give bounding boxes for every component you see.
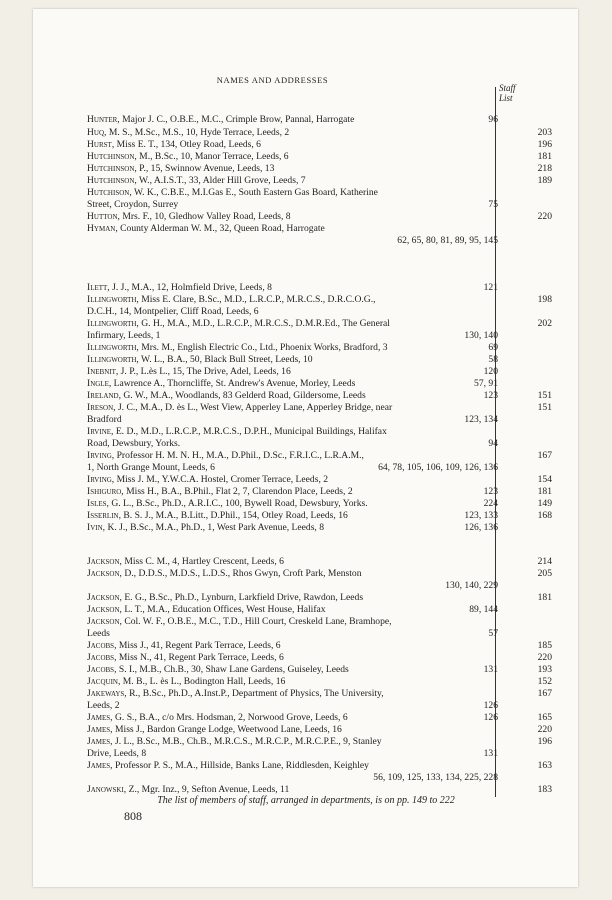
entry-page-refs: 56, 109, 125, 133, 134, 225, 228 bbox=[373, 772, 498, 783]
entry-details: J. L., B.Sc., M.B., Ch.B., M.R.C.S., M.R.C.P., M.R.C.P.E., 9, Stanley bbox=[112, 736, 382, 747]
directory-entry bbox=[87, 486, 552, 498]
entry-surname: Hutchinson, bbox=[87, 151, 137, 162]
entry-surname: Isserlin, bbox=[87, 510, 121, 521]
entry-line bbox=[87, 211, 498, 223]
entry-staff-list-page: 198 bbox=[537, 294, 552, 305]
entry-page-refs: 130, 140, 229 bbox=[445, 580, 498, 591]
directory-entry bbox=[87, 294, 552, 318]
entry-surname: Ilett, bbox=[87, 282, 110, 293]
entry-details: G. H., M.A., M.D., L.R.C.P., M.R.C.S., D.M.R.Ed., The General bbox=[138, 318, 390, 329]
entry-surname: James, bbox=[87, 712, 113, 723]
entry-details: Lawrence A., Thorncliffe, St. Andrew's Avenue, Morley, Leeds bbox=[111, 378, 356, 389]
entry-line bbox=[87, 235, 498, 247]
entry-line bbox=[87, 354, 498, 366]
entry-details: Street, Croydon, Surrey bbox=[87, 199, 179, 210]
entry-surname: Hutton, bbox=[87, 211, 120, 222]
entry-line bbox=[87, 652, 498, 664]
entry-line bbox=[87, 510, 498, 522]
directory-entry bbox=[87, 640, 552, 652]
entry-line bbox=[87, 616, 498, 628]
entry-staff-list-page: 220 bbox=[537, 652, 552, 663]
staff-header-line-2: List bbox=[499, 93, 513, 103]
directory-entry bbox=[87, 450, 552, 474]
entry-surname: Hutchinson, bbox=[87, 163, 137, 174]
entry-details: W., A.I.S.T., 33, Alder Hill Grove, Leeds, 7 bbox=[136, 175, 306, 186]
entry-surname: Irving, bbox=[87, 474, 115, 485]
entry-details: G. W., M.A., Woodlands, 83 Gelderd Road, Gildersome, Leeds bbox=[120, 390, 366, 401]
directory-entry bbox=[87, 402, 552, 426]
entry-staff-list-page: 189 bbox=[537, 175, 552, 186]
directory-entry bbox=[87, 187, 527, 211]
entry-page-refs: 120 bbox=[483, 366, 498, 377]
entry-line bbox=[87, 628, 498, 640]
entry-line bbox=[87, 498, 498, 510]
entry-surname: Jacobs, bbox=[87, 652, 117, 663]
entry-line bbox=[87, 163, 498, 175]
entry-details: W. K., C.B.E., M.I.Gas E., South Eastern Gas Board, Katherine bbox=[131, 187, 378, 198]
entry-line bbox=[87, 330, 498, 342]
entry-line bbox=[87, 640, 498, 652]
directory-entry bbox=[87, 318, 552, 342]
entry-details: M., B.Sc., 10, Manor Terrace, Leeds, 6 bbox=[136, 151, 289, 162]
entry-line bbox=[87, 426, 498, 438]
entry-details: R., B.Sc., Ph.D., A.Inst.P., Department of Physics, The University, bbox=[126, 688, 384, 699]
directory-entry bbox=[87, 664, 552, 676]
footnote: The list of members of staff, arranged in departments, is on pp. 149 to 222 bbox=[157, 795, 455, 806]
entry-staff-list-page: 152 bbox=[537, 676, 552, 687]
entry-line bbox=[87, 592, 498, 604]
entry-details: Professor H. M. N. H., M.A., D.Phil., D.Sc., F.R.I.C., L.R.A.M., bbox=[114, 450, 364, 461]
entry-line bbox=[87, 223, 498, 235]
entry-line bbox=[87, 127, 498, 139]
entry-surname: Illingworth, bbox=[87, 318, 139, 329]
entry-surname: James, bbox=[87, 724, 113, 735]
entry-line bbox=[87, 522, 498, 534]
entry-surname: Janowski, bbox=[87, 784, 127, 795]
entry-staff-list-page: 183 bbox=[537, 784, 552, 795]
page-number: 808 bbox=[124, 809, 142, 823]
entry-surname: Jacobs, bbox=[87, 640, 117, 651]
entry-details: M. S., M.Sc., M.S., 10, Hyde Terrace, Leeds, 2 bbox=[106, 127, 290, 138]
entry-staff-list-page: 167 bbox=[537, 450, 552, 461]
entry-details: Mrs. M., English Electric Co., Ltd., Phoenix Works, Bradford, 3 bbox=[138, 342, 388, 353]
entry-staff-list-page: 168 bbox=[537, 510, 552, 521]
entry-details: Col. W. F., O.B.E., M.C., T.D., Hill Court, Creskeld Lane, Bramhope, bbox=[121, 616, 392, 627]
directory-entry bbox=[87, 604, 527, 616]
entry-staff-list-page: 205 bbox=[537, 568, 552, 579]
entry-surname: Hurst, bbox=[87, 139, 115, 150]
entry-line bbox=[87, 568, 498, 580]
entry-surname: Inebnit, bbox=[87, 366, 119, 377]
entry-line bbox=[87, 664, 498, 676]
entry-line bbox=[87, 462, 498, 474]
entry-line bbox=[87, 199, 498, 211]
entry-details: Miss E. T., 134, Otley Road, Leeds, 6 bbox=[114, 139, 261, 150]
entry-details: Bradford bbox=[87, 414, 122, 425]
entry-staff-list-page: 196 bbox=[537, 736, 552, 747]
entry-details: G. L., B.Sc., Ph.D., A.R.I.C., 100, Bywell Road, Dewsbury, Yorks. bbox=[108, 498, 368, 509]
entry-page-refs: 130, 140 bbox=[464, 330, 498, 341]
entry-details: D.C.H., 14, Montpelier, Cliff Road, Leeds, 6 bbox=[87, 306, 259, 317]
entry-staff-list-page: 214 bbox=[537, 556, 552, 567]
entry-details: Major J. C., O.B.E., M.C., Crimple Brow, Pannal, Harrogate bbox=[119, 114, 355, 125]
entry-line bbox=[87, 736, 498, 748]
entry-staff-list-page: 165 bbox=[537, 712, 552, 723]
entry-staff-list-page: 193 bbox=[537, 664, 552, 675]
directory-entry bbox=[87, 736, 552, 760]
directory-entry bbox=[87, 724, 552, 736]
entry-details: 1, North Grange Mount, Leeds, 6 bbox=[87, 462, 215, 473]
entry-page-refs: 126 bbox=[483, 700, 498, 711]
entry-line bbox=[87, 772, 498, 784]
entry-page-refs: 131 bbox=[483, 748, 498, 759]
entry-surname: Jackson, bbox=[87, 592, 122, 603]
entry-line bbox=[87, 760, 498, 772]
entry-details: E. G., B.Sc., Ph.D., Lynburn, Larkfield Drive, Rawdon, Leeds bbox=[121, 592, 364, 603]
directory-entry bbox=[87, 676, 552, 688]
entry-surname: Illingworth, bbox=[87, 342, 139, 353]
entry-staff-list-page: 167 bbox=[537, 688, 552, 699]
entry-surname: Jakeways, bbox=[87, 688, 127, 699]
entry-page-refs: 69 bbox=[488, 342, 498, 353]
entry-surname: James, bbox=[87, 736, 113, 747]
entry-page-refs: 123, 134 bbox=[464, 414, 498, 425]
entry-line bbox=[87, 390, 498, 402]
entry-details: Leeds, 2 bbox=[87, 700, 120, 711]
entry-staff-list-page: 154 bbox=[537, 474, 552, 485]
entry-details: County Alderman W. M., 32, Queen Road, Harrogate bbox=[117, 223, 325, 234]
entry-line bbox=[87, 139, 498, 151]
directory-entry bbox=[87, 175, 552, 187]
entry-staff-list-page: 202 bbox=[537, 318, 552, 329]
entry-surname: Jackson, bbox=[87, 556, 122, 567]
entry-surname: Hyman, bbox=[87, 223, 118, 234]
entry-details: Professor P. S., M.A., Hillside, Banks Lane, Riddlesden, Keighley bbox=[112, 760, 369, 771]
entry-details: D., D.D.S., M.D.S., L.D.S., Rhos Gwyn, Croft Park, Menston bbox=[121, 568, 362, 579]
directory-entry bbox=[87, 211, 552, 223]
directory-entry bbox=[87, 223, 527, 247]
entry-page-refs: 57 bbox=[488, 628, 498, 639]
entry-details: Leeds bbox=[87, 628, 110, 639]
entry-surname: James, bbox=[87, 760, 113, 771]
entry-details: Miss E. Clare, B.Sc., M.D., L.R.C.P., M.R.C.S., D.R.C.O.G., bbox=[138, 294, 376, 305]
entry-staff-list-page: 220 bbox=[537, 724, 552, 735]
entry-surname: Illingworth, bbox=[87, 354, 139, 365]
entry-surname: Hutchinson, bbox=[87, 175, 137, 186]
entry-page-refs: 123, 133 bbox=[464, 510, 498, 521]
entry-surname: Jackson, bbox=[87, 568, 122, 579]
entry-surname: Irvine, bbox=[87, 426, 114, 437]
entry-line bbox=[87, 342, 498, 354]
entry-details: J. J., M.A., 12, Holmfield Drive, Leeds, 8 bbox=[109, 282, 272, 293]
entry-details: Z., Mgr. Inz., 9, Sefton Avenue, Leeds, 11 bbox=[126, 784, 290, 795]
entry-page-refs: 57, 91 bbox=[474, 378, 498, 389]
entry-staff-list-page: 151 bbox=[537, 402, 552, 413]
entry-staff-list-page: 185 bbox=[537, 640, 552, 651]
staff-list-column-header bbox=[499, 83, 516, 103]
directory-entry bbox=[87, 712, 552, 724]
entry-line bbox=[87, 748, 498, 760]
entry-page-refs: 126 bbox=[483, 712, 498, 723]
directory-entry bbox=[87, 354, 527, 366]
entry-line bbox=[87, 414, 498, 426]
entry-details: M. B., L. ès L., Bodington Hall, Leeds, 16 bbox=[120, 676, 286, 687]
entry-line bbox=[87, 486, 498, 498]
entry-surname: Hunter, bbox=[87, 114, 120, 125]
entry-surname: Ishiguro, bbox=[87, 486, 124, 497]
entry-details: B. S. J., M.A., B.Litt., D.Phil., 154, Otley Road, Leeds, 16 bbox=[121, 510, 348, 521]
directory-entry bbox=[87, 474, 552, 486]
directory-entry bbox=[87, 498, 552, 510]
entry-line bbox=[87, 676, 498, 688]
entry-line bbox=[87, 187, 498, 199]
entry-line bbox=[87, 580, 498, 592]
directory-entry bbox=[87, 378, 527, 390]
entry-details: J. C., M.A., D. ès L., West View, Apperley Lane, Apperley Bridge, near bbox=[115, 402, 393, 413]
entry-details: W. L., B.A., 50, Black Bull Street, Leeds, 10 bbox=[138, 354, 313, 365]
entry-surname: Isles, bbox=[87, 498, 109, 509]
directory-entry bbox=[87, 114, 527, 126]
entry-details: Infirmary, Leeds, 1 bbox=[87, 330, 161, 341]
entry-details: Miss J., 41, Regent Park Terrace, Leeds, 6 bbox=[116, 640, 281, 651]
entry-page-refs: 62, 65, 80, 81, 89, 95, 145 bbox=[397, 235, 498, 246]
page-heading: NAMES AND ADDRESSES bbox=[216, 75, 329, 85]
directory-entry bbox=[87, 282, 527, 294]
entry-staff-list-page: 149 bbox=[537, 498, 552, 509]
directory-entry bbox=[87, 760, 552, 784]
entry-line bbox=[87, 724, 498, 736]
entry-surname: Jackson, bbox=[87, 604, 122, 615]
entry-line bbox=[87, 604, 498, 616]
directory-entry bbox=[87, 510, 552, 522]
entry-page-refs: 75 bbox=[488, 199, 498, 210]
entry-details: Road, Dewsbury, Yorks. bbox=[87, 438, 181, 449]
directory-entry bbox=[87, 568, 552, 592]
entry-page-refs: 89, 144 bbox=[469, 604, 498, 615]
entry-page-refs: 131 bbox=[483, 664, 498, 675]
entry-line bbox=[87, 474, 498, 486]
directory-entry bbox=[87, 342, 527, 354]
entry-staff-list-page: 196 bbox=[537, 139, 552, 150]
entry-surname: Jackson, bbox=[87, 616, 122, 627]
entry-page-refs: 123 bbox=[483, 390, 498, 401]
entry-page-refs: 94 bbox=[488, 438, 498, 449]
directory-entry bbox=[87, 592, 552, 604]
entry-line bbox=[87, 450, 498, 462]
entry-page-refs: 96 bbox=[488, 114, 498, 125]
entry-line bbox=[87, 114, 498, 126]
entry-surname: Ireland, bbox=[87, 390, 121, 401]
directory-entry bbox=[87, 522, 527, 534]
entry-details: E. D., M.D., L.R.C.P., M.R.C.S., D.P.H., Municipal Buildings, Halifax bbox=[113, 426, 387, 437]
entry-surname: Hutchison, bbox=[87, 187, 132, 198]
entry-surname: Huq, bbox=[87, 127, 107, 138]
entry-page-refs: 58 bbox=[488, 354, 498, 365]
directory-entry bbox=[87, 426, 527, 450]
entry-details: Miss N., 41, Regent Park Terrace, Leeds, 6 bbox=[116, 652, 284, 663]
entry-page-refs: 224 bbox=[483, 498, 498, 509]
entry-line bbox=[87, 151, 498, 163]
entry-line bbox=[87, 688, 498, 700]
directory-entry bbox=[87, 556, 552, 568]
entry-staff-list-page: 181 bbox=[537, 592, 552, 603]
entry-details: Miss J. M., Y.W.C.A. Hostel, Cromer Terrace, Leeds, 2 bbox=[114, 474, 329, 485]
entry-details: G. S., B.A., c/o Mrs. Hodsman, 2, Norwood Grove, Leeds, 6 bbox=[112, 712, 348, 723]
directory-entry bbox=[87, 127, 552, 139]
entry-line bbox=[87, 282, 498, 294]
entry-line bbox=[87, 294, 498, 306]
entry-details: Miss C. M., 4, Hartley Crescent, Leeds, 6 bbox=[121, 556, 284, 567]
entry-details: Miss H., B.A., B.Phil., Flat 2, 7, Clarendon Place, Leeds, 2 bbox=[123, 486, 353, 497]
entry-surname: Irving, bbox=[87, 450, 115, 461]
directory-entry bbox=[87, 151, 552, 163]
directory-entry bbox=[87, 390, 552, 402]
entry-page-refs: 64, 78, 105, 106, 109, 126, 136 bbox=[378, 462, 498, 473]
entry-details: L. T., M.A., Education Offices, West House, Halifax bbox=[121, 604, 326, 615]
entry-staff-list-page: 181 bbox=[537, 486, 552, 497]
entry-details: S. I., M.B., Ch.B., 30, Shaw Lane Gardens, Guiseley, Leeds bbox=[116, 664, 349, 675]
entry-line bbox=[87, 366, 498, 378]
entry-line bbox=[87, 378, 498, 390]
entry-staff-list-page: 163 bbox=[537, 760, 552, 771]
entry-details: Miss J., Bardon Grange Lodge, Weetwood Lane, Leeds, 16 bbox=[112, 724, 342, 735]
entry-staff-list-page: 181 bbox=[537, 151, 552, 162]
entry-page-refs: 126, 136 bbox=[464, 522, 498, 533]
entry-line bbox=[87, 700, 498, 712]
entry-surname: Jacobs, bbox=[87, 664, 117, 675]
entry-page-refs: 121 bbox=[483, 282, 498, 293]
entry-surname: Illingworth, bbox=[87, 294, 139, 305]
entry-line bbox=[87, 175, 498, 187]
directory-entry bbox=[87, 688, 552, 712]
entry-details: K. J., B.Sc., M.A., Ph.D., 1, West Park Avenue, Leeds, 8 bbox=[105, 522, 325, 533]
entry-surname: Jacquin, bbox=[87, 676, 121, 687]
entry-staff-list-page: 220 bbox=[537, 211, 552, 222]
directory-entry bbox=[87, 652, 552, 664]
entry-details: Drive, Leeds, 8 bbox=[87, 748, 147, 759]
entry-details: J. P., L.ès L., 15, The Drive, Adel, Leeds, 16 bbox=[118, 366, 291, 377]
directory-entry bbox=[87, 366, 527, 378]
directory-entry bbox=[87, 163, 552, 175]
entry-surname: Ingle, bbox=[87, 378, 112, 389]
entry-staff-list-page: 203 bbox=[537, 127, 552, 138]
entry-line bbox=[87, 556, 498, 568]
entry-staff-list-page: 151 bbox=[537, 390, 552, 401]
entry-staff-list-page: 218 bbox=[537, 163, 552, 174]
entry-line bbox=[87, 318, 498, 330]
entry-details: Mrs. F., 10, Gledhow Valley Road, Leeds, 8 bbox=[119, 211, 291, 222]
entry-details: P., 15, Swinnow Avenue, Leeds, 13 bbox=[136, 163, 275, 174]
directory-entry bbox=[87, 139, 552, 151]
staff-header-line-1: Staff bbox=[499, 83, 516, 93]
entry-line bbox=[87, 402, 498, 414]
entry-surname: Ireson, bbox=[87, 402, 116, 413]
entry-line bbox=[87, 438, 498, 450]
directory-entry bbox=[87, 616, 527, 640]
entry-surname: Ivin, bbox=[87, 522, 106, 533]
entry-line bbox=[87, 306, 498, 318]
entry-line bbox=[87, 712, 498, 724]
entry-page-refs: 123 bbox=[483, 486, 498, 497]
